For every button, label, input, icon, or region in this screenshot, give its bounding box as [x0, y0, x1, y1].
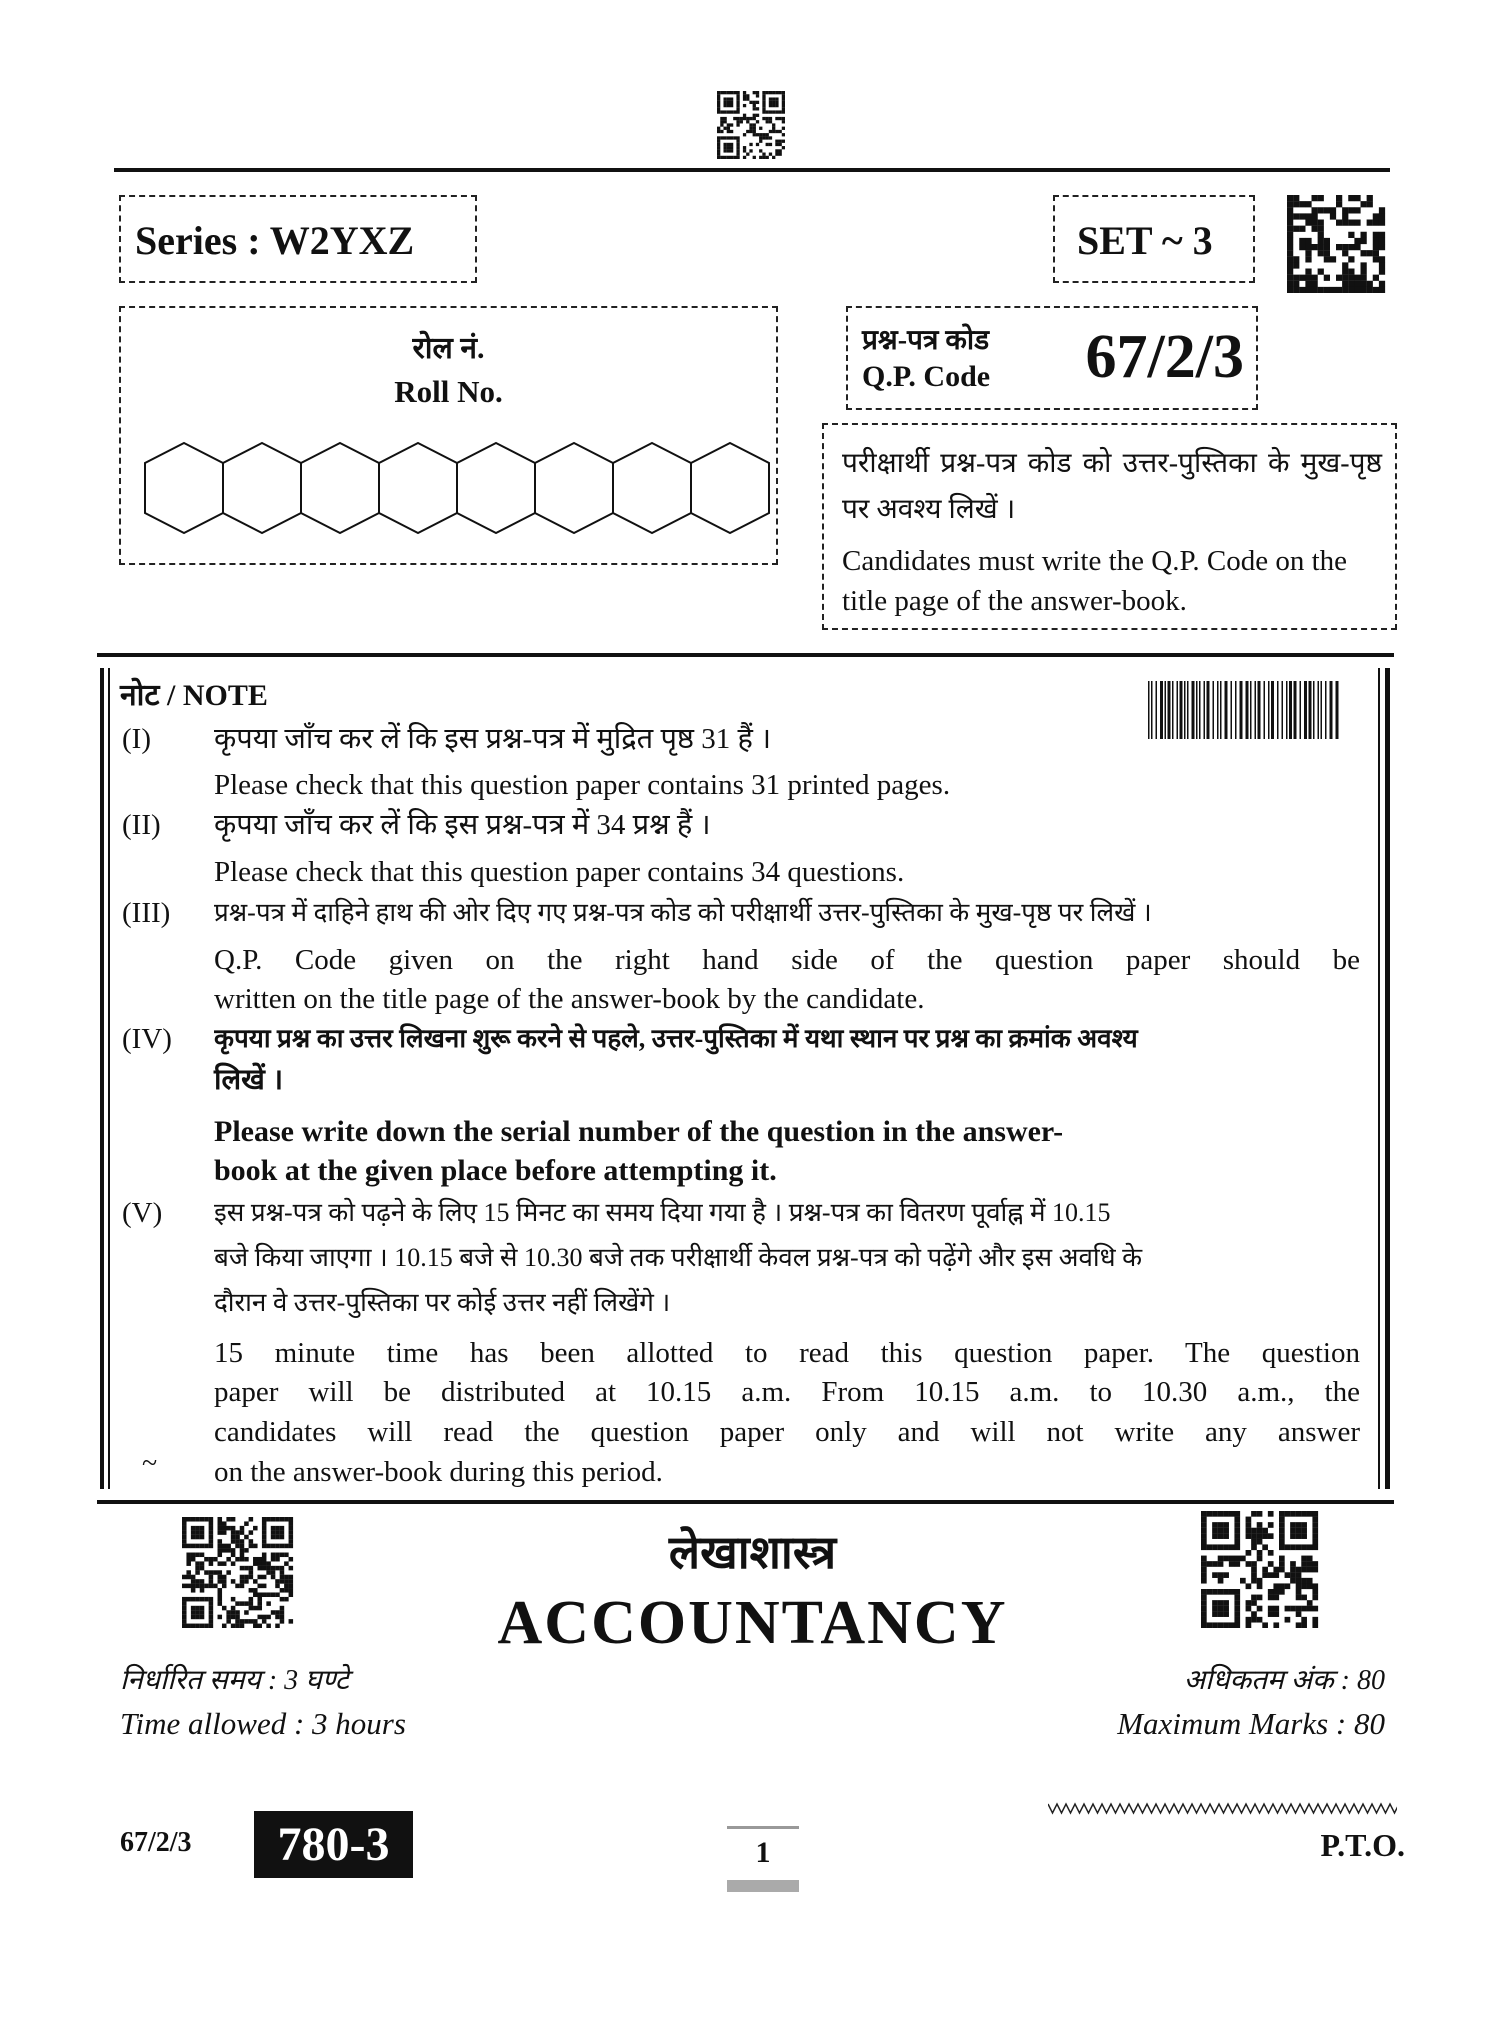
top-qr-code — [717, 91, 785, 159]
roll-digit-box[interactable] — [613, 443, 691, 533]
note-title: नोट / NOTE — [120, 679, 268, 712]
roll-digit-box[interactable] — [223, 443, 301, 533]
note-1-hindi: कृपया जाँच कर लें कि इस प्रश्न-पत्र में मुद्रित पृष्ठ 31 हैं । — [214, 723, 772, 755]
note-left-border — [100, 668, 104, 1489]
tilde-mark: ~ — [142, 1448, 158, 1479]
note-5-hindi-3: दौरान वे उत्तर-पुस्तिका पर कोई उत्तर नहीं लिखेंगे । — [214, 1288, 671, 1317]
zigzag-line — [1048, 1800, 1397, 1816]
roll-number-box — [119, 306, 778, 565]
footer-box-code: 780-3 — [254, 1811, 413, 1878]
note-right-border — [1378, 668, 1380, 1489]
roll-digit-box[interactable] — [691, 443, 769, 533]
note-5-english-3: candidates will read the question paper only and will not write any answer — [214, 1416, 1360, 1448]
note-bottom-rule — [97, 1500, 1394, 1504]
top-rule — [114, 168, 1390, 172]
roll-digit-box[interactable] — [379, 443, 457, 533]
series-box — [119, 195, 477, 283]
note-num-1: (I) — [122, 723, 151, 755]
set-box — [1053, 195, 1255, 283]
qp-instruction-english: Candidates must write the Q.P. Code on the title page of the answer-book. — [842, 545, 1348, 617]
note-left-border-inner — [108, 668, 110, 1489]
time-allowed-hindi: निर्धारित समय : 3 घण्टे — [120, 1665, 349, 1696]
note-3-hindi: प्रश्न-पत्र में दाहिने हाथ की ओर दिए गए प्रश्न-पत्र कोड को परीक्षार्थी उत्तर-पुस्तिका के मुख-पृष्ठ पर लिखें । — [214, 898, 1152, 927]
note-5-english-4: on the answer-book during this period. — [214, 1456, 663, 1488]
roll-label-hindi: रोल नं. — [412, 332, 485, 365]
series-label: Series : W2YXZ — [135, 218, 415, 263]
note-2-hindi: कृपया जाँच कर लें कि इस प्रश्न-पत्र में 34 प्रश्न हैं । — [214, 809, 711, 841]
roll-digit-box[interactable] — [145, 443, 223, 533]
data-matrix-code — [1284, 195, 1388, 293]
page-number-bar — [727, 1880, 799, 1892]
subject-title-hindi: लेखाशास्त्र — [668, 1527, 837, 1578]
note-4-english-1: Please write down the serial number of the question in the answer- — [214, 1115, 1064, 1148]
roll-label: Roll No. — [394, 374, 503, 409]
qp-code-box — [846, 306, 1258, 410]
note-3-english-2: written on the title page of the answer-book by the candidate. — [214, 983, 925, 1015]
qp-instruction-box — [822, 423, 1397, 630]
note-4-hindi-2: लिखें । — [214, 1064, 284, 1096]
note-5-english-2: paper will be distributed at 10.15 a.m. From 10.15 a.m. to 10.30 a.m., the — [214, 1376, 1360, 1408]
note-num-5: (V) — [122, 1197, 163, 1229]
time-allowed: Time allowed : 3 hours — [120, 1706, 406, 1741]
footer-code: 67/2/3 — [120, 1827, 192, 1858]
note-top-rule — [97, 653, 1394, 657]
roll-digit-box[interactable] — [301, 443, 379, 533]
note-num-4: (IV) — [122, 1023, 172, 1055]
roll-digit-box[interactable] — [535, 443, 613, 533]
qp-code-label: Q.P. Code — [862, 360, 991, 393]
qp-instruction-hindi: परीक्षार्थी प्रश्न-पत्र कोड को उत्तर-पुस्तिका के मुख-पृष्ठ पर अवश्य लिखें । — [842, 448, 1382, 525]
note-1-english: Please check that this question paper contains 31 printed pages. — [214, 769, 951, 801]
page-number: 1 — [755, 1836, 771, 1869]
subject-title: ACCOUNTANCY — [497, 1589, 1008, 1657]
page-number-top-line — [727, 1826, 799, 1829]
pto-label: P.T.O. — [1320, 1827, 1405, 1863]
note-5-hindi-2: बजे किया जाएगा । 10.15 बजे से 10.30 बजे तक परीक्षार्थी केवल प्रश्न-पत्र को पढ़ेंगे और इस अवधि के — [214, 1243, 1143, 1272]
max-marks-hindi: अधिकतम अंक : 80 — [1183, 1665, 1385, 1696]
note-num-2: (II) — [122, 809, 161, 841]
max-marks: Maximum Marks : 80 — [1117, 1706, 1385, 1741]
note-num-3: (III) — [122, 897, 171, 929]
roll-digit-box[interactable] — [457, 443, 535, 533]
set-label: SET ~ 3 — [1077, 218, 1213, 263]
note-5-english-1: 15 minute time has been allotted to read this question paper. The question — [214, 1337, 1360, 1369]
roll-number-hex-boxes[interactable] — [143, 441, 771, 535]
qp-code-label-hindi: प्रश्न-पत्र कोड — [862, 325, 990, 356]
note-4-english-2: book at the given place before attempting it. — [214, 1154, 777, 1187]
qp-code-value: 67/2/3 — [1085, 323, 1244, 391]
note-4-hindi-1: कृपया प्रश्न का उत्तर लिखना शुरू करने से पहले, उत्तर-पुस्तिका में यथा स्थान पर प्रश्न का क्रमांक अवश्य — [214, 1024, 1138, 1053]
note-3-english-1: Q.P. Code given on the right hand side of the question paper should be — [214, 944, 1360, 976]
note-2-english: Please check that this question paper contains 34 questions. — [214, 856, 905, 888]
note-5-hindi-1: इस प्रश्न-पत्र को पढ़ने के लिए 15 मिनट का समय दिया गया है । प्रश्न-पत्र का वितरण पूर्वाह्न में 10.15 — [214, 1198, 1111, 1227]
note-right-border-outer — [1385, 668, 1390, 1489]
